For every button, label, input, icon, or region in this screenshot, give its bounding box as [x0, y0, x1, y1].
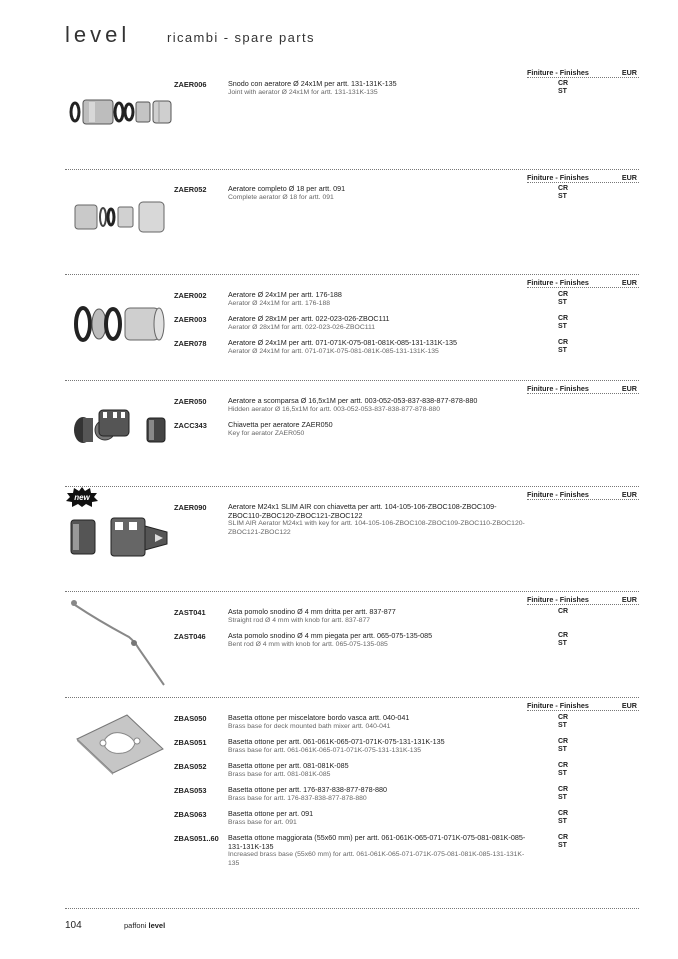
product-item — [174, 291, 639, 313]
finish-codes — [558, 608, 568, 616]
product-item — [174, 421, 639, 443]
currency-header: EUR — [621, 173, 637, 182]
product-item — [174, 762, 639, 784]
product-item — [174, 714, 639, 736]
description-en: Bent rod Ø 4 mm with knob for artt. 065-075-135-085 — [228, 640, 388, 648]
product-item — [174, 738, 639, 760]
description-it: Aeratore Ø 28x1M per artt. 022-023-026-ZBOC111 — [228, 314, 390, 323]
description-it: Aeratore a scomparsa Ø 16,5x1M per artt. 003-052-053-837-838-877-878-880 — [228, 396, 478, 405]
product-item — [174, 608, 639, 630]
finish-codes — [558, 810, 568, 826]
description-en: Aerator Ø 28x1M for artt. 022-023-026-ZBOC111 — [228, 323, 376, 331]
currency-header: EUR — [621, 68, 637, 77]
finish-codes — [558, 786, 568, 802]
finishes-header: Finiture - Finishes — [527, 278, 589, 287]
finish-codes — [558, 762, 568, 778]
description-it: Chiavetta per aeratore ZAER050 — [228, 420, 333, 429]
finish-codes — [558, 339, 568, 355]
product-code: ZAER006 — [174, 80, 207, 89]
product-code: ZAER078 — [174, 339, 207, 348]
finish-codes — [558, 80, 568, 96]
product-item — [174, 315, 639, 337]
description-en: Joint with aerator Ø 24x1M for artt. 131-131K-135 — [228, 88, 378, 96]
description-it: Aeratore Ø 24x1M per artt. 071-071K-075-081-081K-085-131-131K-135 — [228, 338, 457, 347]
description-en: Brass base for artt. 081-081K-085 — [228, 770, 331, 778]
description-it: Basetta ottone per art. 091 — [228, 809, 314, 818]
product-item — [174, 80, 639, 102]
column-header — [527, 384, 639, 394]
finish-code: CR — [558, 291, 569, 298]
description-en: Aerator Ø 24x1M for artt. 071-071K-075-081-081K-085-131-131K-135 — [228, 347, 439, 355]
finish-code: ST — [558, 794, 567, 801]
finish-code: ST — [558, 347, 567, 354]
finishes-header: Finiture - Finishes — [527, 490, 589, 499]
product-code: ZAST041 — [174, 608, 206, 617]
product-code: ZAER050 — [174, 397, 207, 406]
product-code: ZACC343 — [174, 421, 207, 430]
finish-code: ST — [558, 770, 567, 777]
finish-code: ST — [558, 640, 567, 647]
description-it: Basetta ottone maggiorata (55x60 mm) per artt. 061-061K-065-071-071K-075-081-081K-085-131-131K-135 — [228, 833, 526, 851]
finish-code: ST — [558, 722, 567, 729]
finish-codes — [558, 714, 568, 730]
finish-code: ST — [558, 818, 567, 825]
description-en: Hidden aerator Ø 16,5x1M for artt. 003-052-053-837-838-877-878-880 — [228, 405, 440, 413]
finish-codes — [558, 291, 568, 307]
finishes-header: Finiture - Finishes — [527, 68, 589, 77]
finish-code: CR — [558, 738, 569, 745]
product-code: ZBAS052 — [174, 762, 207, 771]
column-header — [527, 173, 639, 183]
description-it: Basetta ottone per artt. 061-061K-065-071-071K-075-131-131K-135 — [228, 737, 445, 746]
product-code: ZAER003 — [174, 315, 207, 324]
description-en: Straight rod Ø 4 mm with knob for artt. 837-877 — [228, 616, 371, 624]
aerator-complete-set-icon — [73, 197, 165, 237]
new-badge-icon — [65, 486, 99, 508]
product-section — [65, 486, 639, 592]
product-item — [174, 786, 639, 808]
column-header — [527, 595, 639, 605]
finish-code: ST — [558, 746, 567, 753]
slim-air-aerator-icon — [69, 516, 173, 560]
description-en: Complete aerator Ø 18 for artt. 091 — [228, 193, 334, 201]
currency-header: EUR — [621, 384, 637, 393]
finish-code: CR — [558, 80, 569, 87]
description-it: Aeratore Ø 24x1M per artt. 176-188 — [228, 290, 342, 299]
product-item — [174, 632, 639, 654]
product-section — [65, 274, 639, 380]
finish-code: CR — [558, 185, 569, 192]
finish-codes — [558, 315, 568, 331]
description-en: Aerator Ø 24x1M for artt. 176-188 — [228, 299, 331, 307]
finish-code: ST — [558, 193, 567, 200]
column-header — [527, 278, 639, 288]
description-it: Asta pomolo snodino Ø 4 mm dritta per artt. 837-877 — [228, 607, 396, 616]
product-code: ZBAS063 — [174, 810, 207, 819]
section-divider — [65, 697, 639, 698]
product-item — [174, 503, 639, 539]
product-code: ZBAS051..60 — [174, 834, 219, 843]
product-section — [65, 591, 639, 697]
column-header — [527, 701, 639, 711]
finish-code: CR — [558, 632, 569, 639]
finish-codes — [558, 185, 568, 201]
brass-base-plate-icon — [75, 713, 165, 775]
footer-divider — [65, 908, 639, 909]
finish-code: CR — [558, 834, 569, 841]
description-it: Asta pomolo snodino Ø 4 mm piegata per artt. 065-075-135-085 — [228, 631, 433, 640]
finish-code: CR — [558, 714, 569, 721]
finishes-header: Finiture - Finishes — [527, 173, 589, 182]
product-code: ZAER090 — [174, 503, 207, 512]
hidden-aerator-key-icon — [71, 408, 171, 450]
description-en: SLIM AIR Aerator M24x1 with key for artt. 104-105-106-ZBOC108-ZBOC109-ZBOC110-ZBOC120-ZBOC121-ZBOC122 — [228, 520, 525, 536]
footer-maker: paffoni — [124, 921, 147, 930]
section-divider — [65, 591, 639, 592]
product-item — [174, 810, 639, 832]
product-code: ZBAS053 — [174, 786, 207, 795]
description-en: Increased brass base (55x60 mm) for artt. 061-061K-065-071-071K-075-081-081K-085-131-131K-135 — [228, 851, 525, 867]
new-badge-label: new — [74, 493, 90, 502]
finish-code: ST — [558, 842, 567, 849]
finish-code: CR — [558, 786, 569, 793]
finish-code: CR — [558, 608, 569, 615]
finish-code: CR — [558, 810, 569, 817]
product-code: ZAST046 — [174, 632, 206, 641]
product-item — [174, 397, 639, 419]
finish-code: CR — [558, 339, 569, 346]
section-divider — [65, 380, 639, 381]
finish-code: ST — [558, 299, 567, 306]
page-subtitle: ricambi - spare parts — [167, 30, 315, 45]
product-section — [65, 169, 639, 275]
footer-line: level — [148, 921, 166, 930]
currency-header: EUR — [621, 595, 637, 604]
description-it: Aeratore M24x1 SLIM AIR con chiavetta per artt. 104-105-106-ZBOC108-ZBOC109-ZBOC110-ZBOC120-ZBOC121-ZBOC122 — [228, 502, 497, 520]
description-it: Snodo con aeratore Ø 24x1M per artt. 131-131K-135 — [228, 79, 397, 88]
page-number: 104 — [65, 920, 82, 931]
description-en: Key for aerator ZAER050 — [228, 429, 305, 437]
product-code: ZBAS051 — [174, 738, 207, 747]
column-header — [527, 68, 639, 78]
product-section — [65, 64, 639, 170]
knob-rod-icon — [69, 597, 169, 689]
product-item — [174, 185, 639, 207]
section-divider — [65, 274, 639, 275]
description-it: Basetta ottone per artt. 176-837-838-877-878-880 — [228, 785, 388, 794]
description-it: Basetta ottone per miscelatore bordo vasca artt. 040-041 — [228, 713, 410, 722]
footer-brand — [124, 921, 165, 930]
aerator-joint-set-icon — [69, 94, 173, 130]
finishes-header: Finiture - Finishes — [527, 701, 589, 710]
finish-code: ST — [558, 88, 567, 95]
currency-header: EUR — [621, 490, 637, 499]
description-it: Basetta ottone per artt. 081-081K-085 — [228, 761, 349, 770]
product-code: ZAER002 — [174, 291, 207, 300]
product-code: ZBAS050 — [174, 714, 207, 723]
product-section — [65, 697, 639, 897]
description-it: Aeratore completo Ø 18 per artt. 091 — [228, 184, 346, 193]
aerator-rings-icon — [73, 300, 165, 348]
description-en: Brass base for artt. 061-061K-065-071-071K-075-131-131K-135 — [228, 746, 422, 754]
product-section — [65, 380, 639, 486]
finish-code: CR — [558, 762, 569, 769]
finish-code: ST — [558, 323, 567, 330]
description-en: Brass base for art. 091 — [228, 818, 297, 826]
finish-codes — [558, 632, 568, 648]
currency-header: EUR — [621, 278, 637, 287]
product-item — [174, 339, 639, 361]
section-divider — [65, 169, 639, 170]
description-en: Brass base for deck mounted bath mixer artt. 040-041 — [228, 722, 391, 730]
product-item — [174, 834, 639, 874]
description-en: Brass base for artt. 176-837-838-877-878-880 — [228, 794, 367, 802]
currency-header: EUR — [621, 701, 637, 710]
brand-title: level — [65, 22, 131, 47]
finish-codes — [558, 738, 568, 754]
finish-codes — [558, 834, 568, 850]
column-header — [527, 490, 639, 500]
finishes-header: Finiture - Finishes — [527, 384, 589, 393]
finishes-header: Finiture - Finishes — [527, 595, 589, 604]
finish-code: CR — [558, 315, 569, 322]
product-code: ZAER052 — [174, 185, 207, 194]
section-divider — [65, 486, 639, 487]
